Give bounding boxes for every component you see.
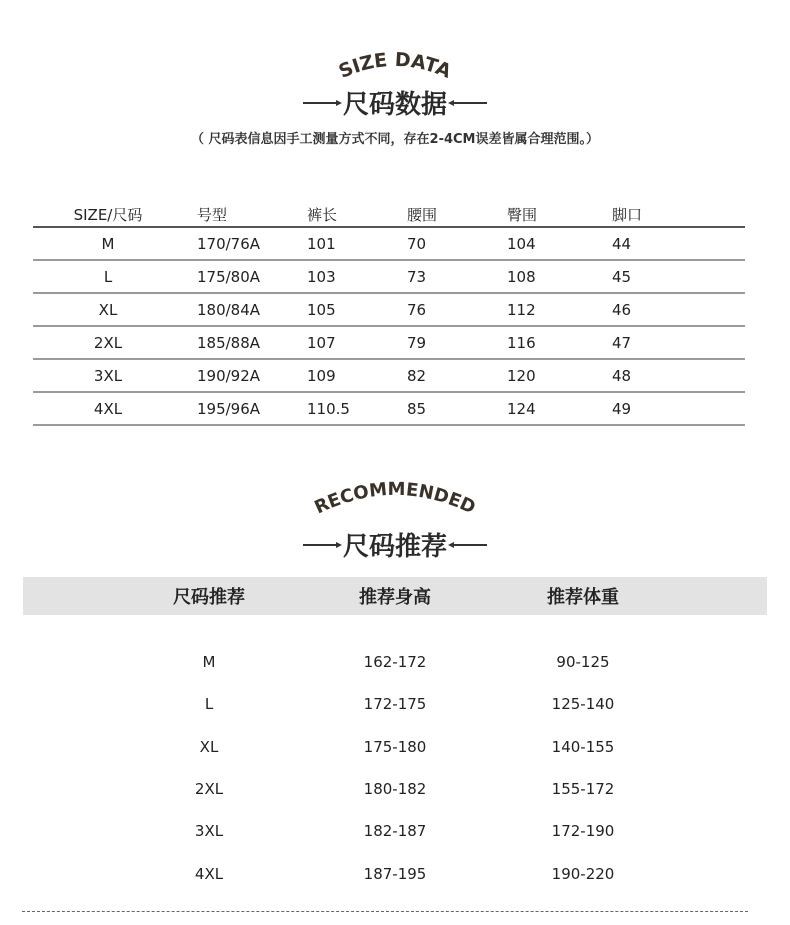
rec-size: 3XL — [194, 822, 224, 840]
table-row — [23, 817, 767, 847]
cell-waist: 85 — [407, 392, 507, 425]
cell-hip: 124 — [507, 392, 612, 425]
header-rec-weight: 推荐体重 — [547, 587, 619, 608]
table-row — [23, 733, 767, 763]
rec-size: L — [204, 695, 214, 713]
rec-size: XL — [199, 738, 219, 756]
rec-weight: 190-220 — [551, 865, 615, 883]
table-row — [33, 359, 745, 392]
rec-weight: 140-155 — [551, 738, 615, 756]
cell-hip: 108 — [507, 260, 612, 293]
cell-waist: 70 — [407, 227, 507, 260]
size-table-header — [33, 203, 745, 227]
cell-model: 180/84A — [183, 293, 307, 326]
size-data-cn-title: 尺码数据 — [342, 90, 447, 120]
cell-length: 109 — [307, 359, 407, 392]
cell-hip: 104 — [507, 227, 612, 260]
cell-model: 170/76A — [183, 227, 307, 260]
cell-size: L — [33, 260, 183, 293]
right-ornament — [451, 544, 487, 546]
table-row — [33, 293, 745, 326]
size-data-en-title: SIZE DATA — [335, 48, 455, 83]
recommended-heading — [0, 526, 790, 563]
table-row — [33, 260, 745, 293]
cell-hem: 46 — [612, 293, 745, 326]
right-ornament — [451, 102, 487, 104]
rec-height: 180-182 — [363, 780, 427, 798]
header-rec-height: 推荐身高 — [359, 587, 431, 608]
rec-height: 175-180 — [363, 738, 427, 756]
cell-size: 4XL — [33, 392, 183, 425]
recommended-cn-title: 尺码推荐 — [342, 532, 447, 562]
header-model: 号型 — [183, 203, 307, 227]
rec-height: 162-172 — [363, 653, 427, 671]
header-size: SIZE/尺码 — [33, 203, 183, 227]
rec-size: 4XL — [194, 865, 224, 883]
cell-hem: 45 — [612, 260, 745, 293]
rec-size: M — [202, 653, 216, 671]
cell-size: XL — [33, 293, 183, 326]
cell-length: 101 — [307, 227, 407, 260]
header-length: 裤长 — [307, 203, 407, 227]
header-hem: 脚口 — [612, 203, 745, 227]
header-rec-size: 尺码推荐 — [173, 587, 245, 608]
header-hip: 臀围 — [507, 203, 612, 227]
cell-length: 105 — [307, 293, 407, 326]
cell-size: 2XL — [33, 326, 183, 359]
cell-size: M — [33, 227, 183, 260]
cell-model: 195/96A — [183, 392, 307, 425]
left-ornament — [303, 102, 339, 104]
size-data-heading — [0, 84, 790, 121]
cell-hip: 116 — [507, 326, 612, 359]
table-row — [23, 860, 767, 890]
recommended-curved-title — [0, 470, 790, 520]
rec-weight: 90-125 — [556, 653, 610, 671]
size-table — [33, 203, 745, 426]
cell-length: 103 — [307, 260, 407, 293]
rec-height: 172-175 — [363, 695, 427, 713]
rec-height: 182-187 — [363, 822, 427, 840]
cell-waist: 82 — [407, 359, 507, 392]
cell-length: 110.5 — [307, 392, 407, 425]
rec-weight: 125-140 — [551, 695, 615, 713]
cell-model: 185/88A — [183, 326, 307, 359]
measurement-note: （ 尺码表信息因手工测量方式不同，存在2-4CM误差皆属合理范围。） — [191, 132, 599, 147]
table-row — [33, 326, 745, 359]
rec-size: 2XL — [194, 780, 224, 798]
cell-size: 3XL — [33, 359, 183, 392]
rec-weight: 172-190 — [551, 822, 615, 840]
cell-waist: 76 — [407, 293, 507, 326]
bottom-divider — [22, 911, 748, 912]
table-row — [33, 392, 745, 425]
size-data-curved-title — [0, 36, 790, 86]
cell-length: 107 — [307, 326, 407, 359]
cell-hem: 47 — [612, 326, 745, 359]
cell-hip: 120 — [507, 359, 612, 392]
cell-hem: 44 — [612, 227, 745, 260]
left-ornament — [303, 544, 339, 546]
table-row — [33, 227, 745, 260]
rec-weight: 155-172 — [551, 780, 615, 798]
svg-text:SIZE DATA — [336, 49, 455, 83]
table-row — [23, 648, 767, 678]
table-row — [23, 690, 767, 720]
cell-model: 175/80A — [183, 260, 307, 293]
recommend-table-header — [23, 577, 767, 615]
svg-text:RECOMMENDED — [311, 479, 478, 519]
recommended-en-title: RECOMMENDED — [311, 478, 479, 519]
table-row — [23, 775, 767, 805]
cell-waist: 73 — [407, 260, 507, 293]
cell-hip: 112 — [507, 293, 612, 326]
rec-height: 187-195 — [363, 865, 427, 883]
cell-hem: 49 — [612, 392, 745, 425]
cell-model: 190/92A — [183, 359, 307, 392]
header-waist: 腰围 — [407, 203, 507, 227]
cell-waist: 79 — [407, 326, 507, 359]
cell-hem: 48 — [612, 359, 745, 392]
